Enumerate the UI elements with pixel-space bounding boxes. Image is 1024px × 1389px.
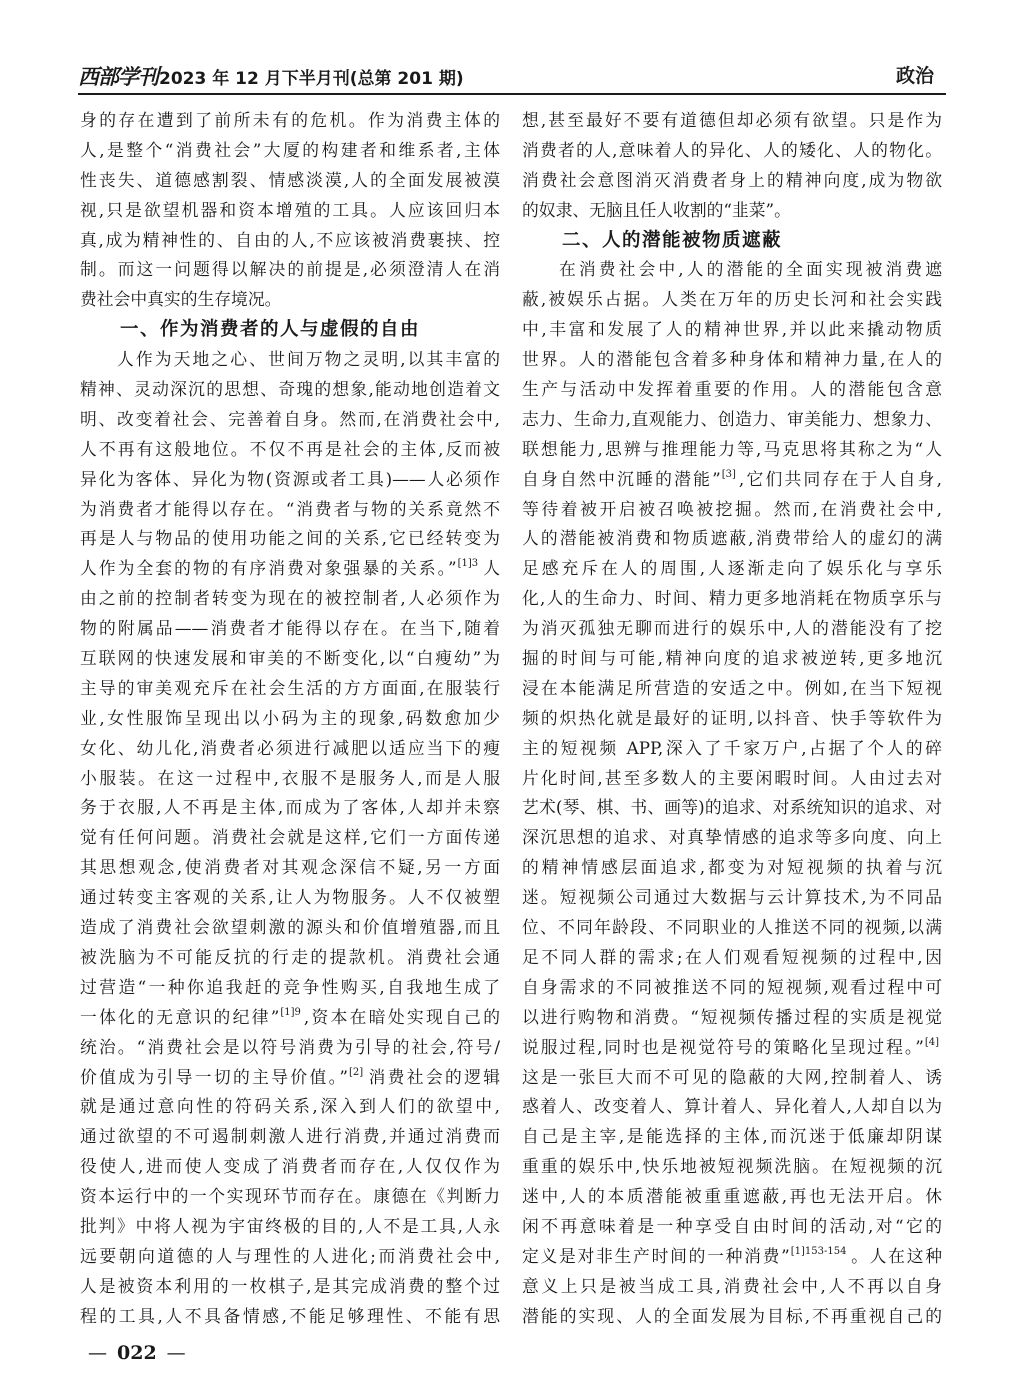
text-line: 为消灭孤独无聊而进行的娱乐中,人的潜能没有了挖 [522, 618, 942, 639]
text-line: 足不同人群的需求;在人们观看短视频的过程中,因 [522, 946, 942, 967]
text-line: 生产与活动中发挥着重要的作用。人的潜能包含意 [522, 379, 942, 400]
text-line: 自己是主宰,是能选择的主体,而沉迷于低廉却阴谋 [522, 1126, 942, 1147]
text-line: 业,女性服饰呈现出以小码为主的现象,码数愈加少 [80, 707, 500, 728]
citation-superscript: [3] [721, 468, 736, 480]
running-header [78, 63, 946, 90]
text-line: 的奴隶、无脑且任人收割的“韭菜”。 [522, 199, 791, 220]
text-line: 消费者的人,意味着人的异化、人的矮化、人的物化。 [522, 139, 942, 160]
text-line: 过营造“一种你追我赶的竞争性购买,自我地生成了 [80, 976, 500, 997]
paragraph [80, 106, 500, 315]
text-line: 足感充斥在人的周围,人逐渐走向了娱乐化与享乐 [522, 558, 942, 579]
right-column [522, 106, 942, 1332]
text-line: 女化、幼儿化,消费者必须进行减肥以适应当下的瘦 [80, 737, 500, 758]
text-segment: 人作为全套的物的有序消费对象强暴的关系。” [80, 558, 457, 579]
text-line: 性丧失、道德感割裂、情感淡漠,人的全面发展被漠 [80, 169, 500, 190]
text-segment: 价值成为引导一切的主导价值。” [80, 1066, 348, 1087]
text-line: 世界。人的潜能包含着多种身体和精神力量,在人的 [522, 349, 942, 370]
text-segment: ,资本在暗处实现自己的 [303, 1006, 500, 1027]
text-line: 想,甚至最好不要有道德但却必须有欲望。只是作为 [522, 110, 942, 130]
text-line: 在消费社会中,人的潜能的全面实现被消费遮 [559, 259, 942, 280]
text-line [522, 1033, 942, 1063]
text-line: 造成了消费社会欲望刺激的源头和价值增殖器,而且 [80, 917, 500, 938]
text-segment: 说服过程,同时也是视觉符号的策略化呈现过程。” [522, 1036, 924, 1057]
text-line: 资本运行中的一个实现环节而存在。康德在《判断力 [80, 1186, 500, 1207]
text-line: 程的工具,人不具备情感,不能足够理性、不能有思 [80, 1305, 500, 1326]
text-line: 深沉思想的追求、对真挚情感的追求等多向度、向上 [522, 827, 942, 848]
paragraph [522, 255, 942, 1331]
text-line: 主的短视频 APP,深入了千家万户,占据了个人的碎 [522, 737, 942, 758]
text-line: 就是通过意向性的符码关系,深入到人们的欲望中, [80, 1096, 500, 1117]
page-number: 022 [117, 1342, 157, 1364]
page-footer [88, 1339, 186, 1367]
text-line: 制。而这一问题得以解决的前提是,必须澄清人在消 [80, 259, 500, 280]
section-label: 政治 [895, 65, 934, 87]
text-line: 志力、生命力,直观能力、创造力、审美能力、想象力、 [522, 408, 942, 429]
citation-superscript: [1]9 [280, 1006, 301, 1018]
text-line: 等待着被开启被召唤被挖掘。然而,在消费社会中, [522, 498, 942, 519]
text-line: 其思想观念,使消费者对其观念深信不疑,另一方面 [80, 857, 500, 878]
text-line: 异化为客体、异化为物(资源或者工具)——人必须作 [80, 468, 500, 489]
text-line: 小服装。在这一过程中,衣服不是服务人,而是人服 [80, 767, 500, 788]
text-line: 人是被资本利用的一枚棋子,是其完成消费的整个过 [80, 1275, 500, 1296]
text-line: 片化时间,甚至多数人的主要闲暇时间。人由过去对 [522, 767, 942, 788]
text-line [80, 1003, 500, 1033]
text-line: 通过转变主客观的关系,让人为物服务。人不仅被塑 [80, 887, 500, 908]
section-heading: 二、人的潜能被物质遮蔽 [562, 229, 783, 251]
text-line: 掘的时间与可能,精神向度的追求被逆转,更多地沉 [522, 648, 942, 669]
text-line: 重重的娱乐中,快乐地被短视频洗脑。在短视频的沉 [522, 1156, 942, 1177]
section-heading: 一、作为消费者的人与虚假的自由 [120, 319, 421, 341]
text-line [522, 1242, 942, 1272]
text-line: 远要朝向道德的人与理性的人进化;而消费社会中, [80, 1245, 500, 1266]
text-line: 人的潜能被消费和物质遮蔽,消费带给人的虚幻的满 [522, 528, 942, 549]
text-line: 人不再有这般地位。不仅不再是社会的主体,反而被 [80, 438, 500, 459]
text-segment: 定义是对非生产时间的一种消费” [522, 1245, 790, 1266]
header-rule [78, 93, 946, 95]
text-line: 为消费者才能得以存在。“消费者与物的关系竟然不 [80, 498, 500, 519]
text-segment: 一体化的无意识的纪律” [80, 1006, 280, 1027]
paragraph [80, 345, 500, 1331]
text-line: 浸在本能满足所营造的安适之中。例如,在当下短视 [522, 677, 942, 698]
text-line: 意义上只是被当成工具,消费社会中,人不再以自身 [522, 1275, 942, 1296]
text-line: 视,只是欲望机器和资本增殖的工具。人应该回归本 [80, 199, 500, 220]
text-line: 觉有任何问题。消费社会就是这样,它们一方面传递 [80, 827, 500, 848]
text-segment: 人 [481, 558, 500, 579]
text-segment: 消费社会的逻辑 [366, 1066, 500, 1087]
text-line: 批判》中将人视为宇宙终极的目的,人不是工具,人永 [80, 1215, 500, 1236]
text-line [522, 465, 942, 495]
issue-info: 2023 年 12 月下半月刊(总第 201 期) [159, 69, 464, 89]
citation-superscript: [4] [924, 1036, 939, 1048]
text-line: 互联网的快速发展和审美的不断变化,以“白瘦幼”为 [80, 648, 500, 669]
text-line: 闲不再意味着是一种享受自由时间的活动,对“它的 [522, 1215, 942, 1236]
text-segment: ,它们共同存在于人自身, [738, 468, 942, 489]
text-segment: 。人在这种 [849, 1245, 942, 1266]
text-line: 消费社会意图消灭消费者身上的精神向度,成为物欲 [522, 169, 942, 190]
citation-superscript: [1]3 [457, 558, 479, 570]
text-line: 蔽,被娱乐占据。人类在万年的历史长河和社会实践 [522, 289, 942, 310]
text-line: 身的存在遭到了前所未有的危机。作为消费主体的 [80, 110, 500, 130]
text-line: 自身需求的不同被推送不同的短视频,观看过程中可 [522, 976, 942, 997]
text-line: 通过欲望的不可遏制刺激人进行消费,并通过消费而 [80, 1126, 500, 1147]
text-line: 这是一张巨大而不可见的隐蔽的大网,控制着人、诱 [522, 1066, 942, 1087]
journal-logo: 西部学刊 [78, 64, 158, 89]
citation-superscript: [2] [348, 1066, 364, 1078]
text-line: 统治。“消费社会是以符号消费为引导的社会,符号/ [80, 1036, 500, 1057]
text-line: 以进行购物和消费。“短视频传播过程的实质是视觉 [522, 1006, 942, 1027]
text-line: 迷中,人的本质潜能被重重遮蔽,再也无法开启。休 [522, 1186, 942, 1207]
text-line: 明、改变着社会、完善着自身。然而,在消费社会中, [80, 408, 500, 429]
text-line: 位、不同年龄段、不同职业的人推送不同的视频,以满 [522, 917, 942, 938]
text-line: 费社会中真实的生存境况。 [80, 289, 282, 310]
text-line: 频的炽热化就是最好的证明,以抖音、快手等软件为 [522, 707, 942, 728]
paragraph [522, 106, 942, 226]
text-line [80, 554, 500, 584]
text-line: 中,丰富和发展了人的精神世界,并以此来撬动物质 [522, 319, 942, 340]
text-line: 联想能力,思辨与推理能力等,马克思将其称之为“人 [522, 438, 942, 459]
text-line [80, 1063, 500, 1093]
text-line: 物的附属品——消费者才能得以存在。在当下,随着 [80, 618, 500, 639]
footer-dash: — [88, 1342, 107, 1364]
text-line: 化,人的生命力、时间、精力更多地消耗在物质享乐与 [522, 588, 942, 609]
left-column [80, 106, 500, 1332]
text-line: 人作为天地之心、世间万物之灵明,以其丰富的 [117, 349, 500, 370]
citation-superscript: [1]153-154 [790, 1245, 847, 1257]
text-line: 人,是整个“消费社会”大厦的构建者和维系者,主体 [80, 139, 500, 160]
text-line: 役使人,进而使人变成了消费者而存在,人仅仅作为 [80, 1156, 500, 1177]
text-line: 艺术(琴、棋、书、画等)的追求、对系统知识的追求、对 [522, 797, 942, 818]
text-line: 潜能的实现、人的全面发展为目标,不再重视自己的 [522, 1305, 942, 1326]
text-line: 务于衣服,人不再是主体,而成为了客体,人却并未察 [80, 797, 500, 818]
text-line: 主导的审美观充斥在社会生活的方方面面,在服装行 [80, 677, 500, 698]
text-line: 迷。短视频公司通过大数据与云计算技术,为不同品 [522, 887, 942, 908]
text-line: 惑着人、改变着人、算计着人、异化着人,人却自以为 [522, 1096, 942, 1117]
text-line: 再是人与物品的使用功能之间的关系,它已经转变为 [80, 528, 500, 549]
text-line: 的精神情感层面追求,都变为对短视频的执着与沉 [522, 857, 942, 878]
text-segment: 自身自然中沉睡的潜能” [522, 468, 721, 489]
text-line: 由之前的控制者转变为现在的被控制者,人必须作为 [80, 588, 500, 609]
text-line: 被洗脑为不可能反抗的行走的提款机。消费社会通 [80, 946, 500, 967]
footer-dash: — [166, 1342, 186, 1364]
text-line: 精神、灵动深沉的思想、奇瑰的想象,能动地创造着文 [80, 379, 500, 400]
text-line: 真,成为精神性的、自由的人,不应该被消费裹挟、控 [80, 229, 500, 250]
